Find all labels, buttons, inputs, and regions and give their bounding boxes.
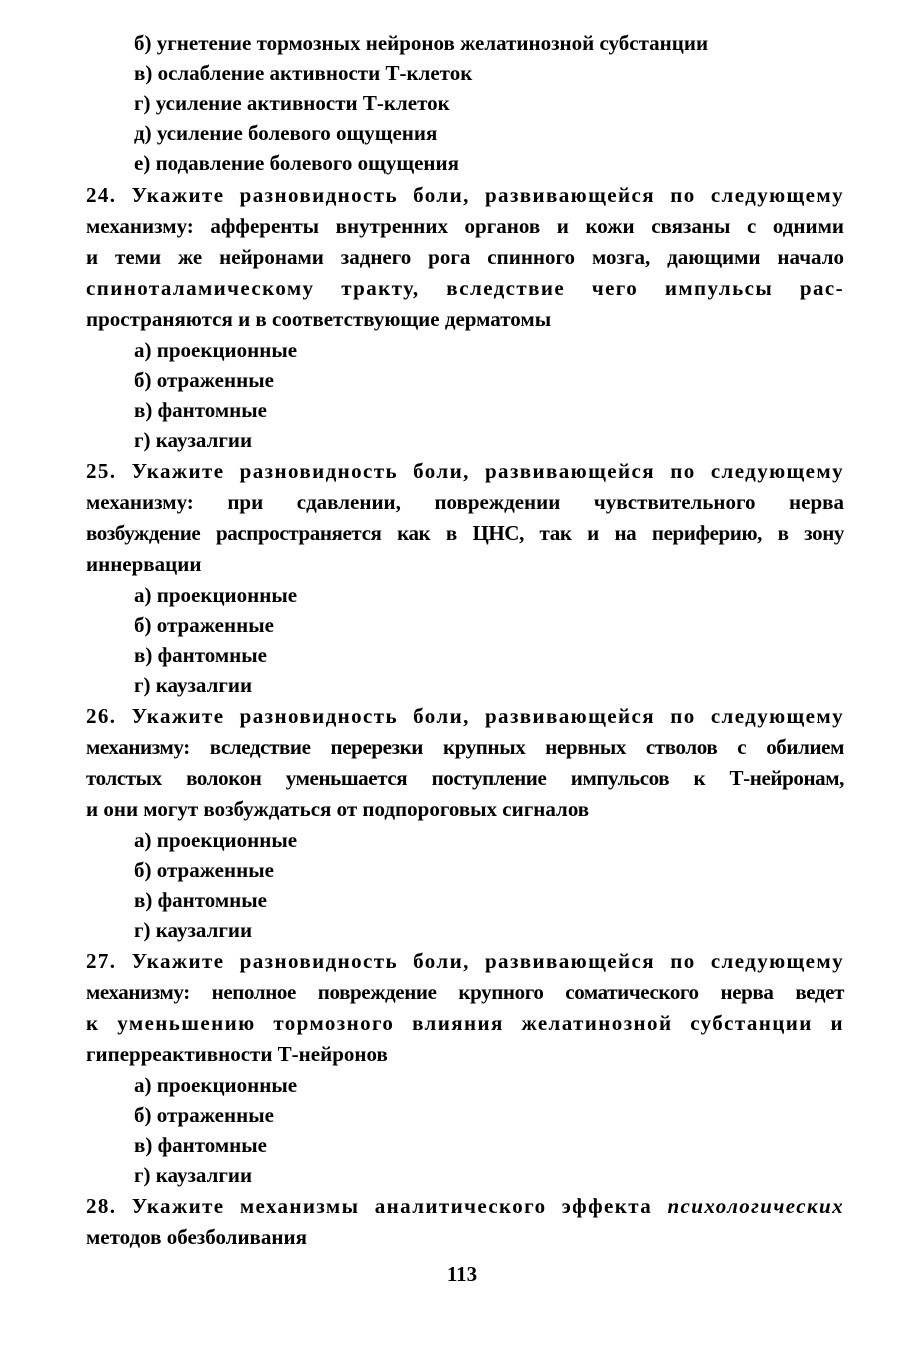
answer-option: б) угнетение тормозных нейронов желатинозной субстанции xyxy=(134,31,709,55)
question-26 xyxy=(86,701,844,825)
page-number: 113 xyxy=(446,1262,478,1286)
question-text-line: толстых волокон уменьшается поступление импульсов к Т-нейронам, xyxy=(86,766,844,790)
emphasized-text: психологических xyxy=(667,1194,844,1218)
answer-option: в) фантомные xyxy=(134,643,267,667)
question-text-line: механизму: при сдавлении, повреждении чувствительного нерва xyxy=(86,490,844,514)
page-content xyxy=(86,28,844,1253)
question-text-line xyxy=(86,1191,844,1222)
answer-option: г) каузалгии xyxy=(134,1163,253,1187)
question-text-line: 24. Укажите разновидность боли, развивающейся по следующему xyxy=(86,183,844,207)
answer-option: б) отраженные xyxy=(134,368,274,392)
answer-option: в) ослабление активности Т-клеток xyxy=(134,61,473,85)
question-25-options xyxy=(86,580,844,700)
question-text-line: 27. Укажите разновидность боли, развивающейся по следующему xyxy=(86,949,844,973)
answer-option: а) проекционные xyxy=(134,1073,298,1097)
question-text-line: механизму: неполное повреждение крупного соматического нерва ведет xyxy=(86,980,844,1004)
top-options xyxy=(86,28,844,178)
question-text-line: механизму: вследствие перерезки крупных нервных стволов с обилием xyxy=(86,735,844,759)
answer-option: г) каузалгии xyxy=(134,918,253,942)
question-text-line: и они могут возбуждаться от подпороговых сигналов xyxy=(86,797,590,821)
question-text-line: возбуждение распространяется как в ЦНС, так и на периферию, в зону xyxy=(86,521,844,545)
question-text-line: к уменьшению тормозного влияния желатинозной субстанции и xyxy=(86,1011,844,1035)
question-27 xyxy=(86,946,844,1070)
question-text-line: 25. Укажите разновидность боли, развивающейся по следующему xyxy=(86,459,844,483)
answer-option: д) усиление болевого ощущения xyxy=(134,121,438,145)
answer-option: б) отраженные xyxy=(134,1103,274,1127)
question-26-options xyxy=(86,825,844,945)
answer-option: в) фантомные xyxy=(134,888,267,912)
answer-option: а) проекционные xyxy=(134,338,298,362)
question-24-options xyxy=(86,335,844,455)
question-text-line: методов обезболивания xyxy=(86,1225,307,1249)
question-28 xyxy=(86,1191,844,1253)
question-text-line: спиноталамическому тракту, вследствие чего импульсы рас- xyxy=(86,276,844,300)
question-text-line: гиперреактивности Т-нейронов xyxy=(86,1042,388,1066)
question-text-line: 26. Укажите разновидность боли, развивающейся по следующему xyxy=(86,704,844,728)
answer-option: в) фантомные xyxy=(134,398,267,422)
answer-option: а) проекционные xyxy=(134,828,298,852)
question-24 xyxy=(86,180,844,335)
question-text-line: пространяются и в соответствующие дерматомы xyxy=(86,307,552,331)
question-text-line: иннервации xyxy=(86,552,202,576)
question-25 xyxy=(86,456,844,580)
answer-option: е) подавление болевого ощущения xyxy=(134,151,459,175)
answer-option: б) отраженные xyxy=(134,613,274,637)
answer-option: г) усиление активности Т-клеток xyxy=(134,91,450,115)
question-27-options xyxy=(86,1070,844,1190)
question-text-line: механизму: афференты внутренних органов и кожи связаны с одними xyxy=(86,214,844,238)
answer-option: а) проекционные xyxy=(134,583,298,607)
answer-option: г) каузалгии xyxy=(134,673,253,697)
answer-option: в) фантомные xyxy=(134,1133,267,1157)
answer-option: г) каузалгии xyxy=(134,428,253,452)
question-text: 28. Укажите механизмы аналитического эффекта xyxy=(86,1194,653,1218)
answer-option: б) отраженные xyxy=(134,858,274,882)
question-text-line: и теми же нейронами заднего рога спинного мозга, дающими начало xyxy=(86,245,844,269)
